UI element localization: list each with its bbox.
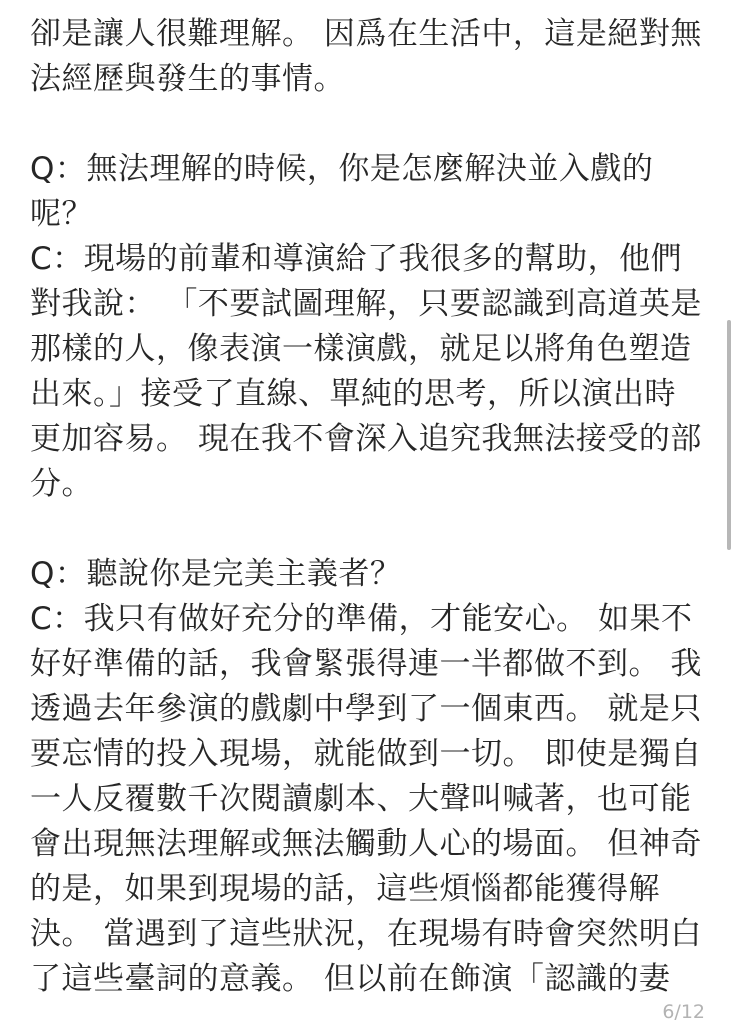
text-line-14: C：我只有做好充分的準備，才能安心。 如果不 — [30, 601, 693, 637]
text-line-4: Q：無法理解的時候，你是怎麼解決並入戲的 — [30, 151, 654, 187]
text-line-13: Q：聽說你是完美主義者？ — [30, 556, 402, 592]
page-indicator: 6/12 — [662, 1001, 705, 1023]
text-line-6: C：現場的前輩和導演給了我很多的幫助，他們 — [30, 241, 683, 277]
document-text — [30, 0, 710, 1002]
text-line-12 — [30, 507, 710, 552]
text-line-21: 決。 當遇到了這些狀況，在現場有時會突然明白 — [30, 916, 702, 952]
text-line-20: 的是，如果到現場的話，這些煩惱都能獲得解 — [30, 871, 660, 907]
text-line-22: 了這些臺詞的意義。 但以前在飾演「認識的妻 — [30, 961, 671, 997]
text-line-1: 卻是讓人很難理解。 因爲在生活中，這是絕對無 — [30, 16, 702, 52]
text-line-17: 要忘情的投入現場，就能做到一切。 即使是獨自 — [30, 736, 702, 772]
text-line-15: 好好準備的話，我會緊張得連一半都做不到。 我 — [30, 646, 702, 682]
text-line-9: 出來。」接受了直線、單純的思考，所以演出時 — [30, 376, 676, 412]
text-line-3 — [30, 102, 710, 147]
text-line-16: 透過去年參演的戲劇中學到了一個東西。 就是只 — [30, 691, 702, 727]
text-line-10: 更加容易。 現在我不會深入追究我無法接受的部 — [30, 421, 702, 457]
text-line-19: 會出現無法理解或無法觸動人心的場面。 但神奇 — [30, 826, 702, 862]
text-line-5: 呢？ — [30, 196, 93, 232]
text-line-18: 一人反覆數千次閱讀劇本、大聲叫喊著，也可能 — [30, 781, 692, 817]
scrollbar[interactable] — [727, 320, 731, 550]
text-line-2: 法經歷與發生的事情。 — [30, 61, 345, 97]
text-line-8: 那樣的人，像表演一樣演戲，就足以將角色塑造 — [30, 331, 692, 367]
text-line-11: 分。 — [30, 466, 93, 502]
text-line-7: 對我說： 「不要試圖理解，只要認識到高道英是 — [30, 286, 702, 322]
